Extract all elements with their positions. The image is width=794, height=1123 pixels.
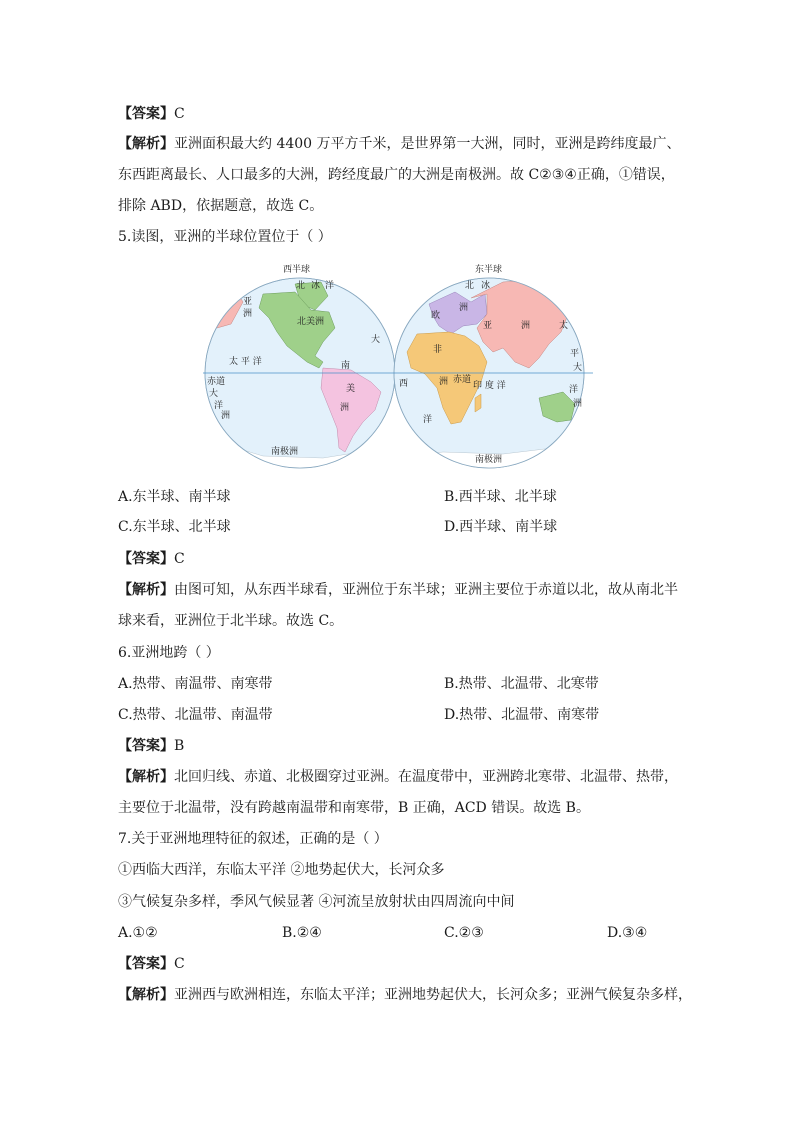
east-label-yang-left: 洋 bbox=[423, 415, 433, 425]
west-label-zhou-2: 洲 bbox=[221, 411, 231, 421]
analysis-text: 由图可知，从东西半球看，亚洲位于东半球；亚洲主要位于赤道以北，故从南北半 bbox=[174, 582, 678, 598]
hemisphere-map bbox=[203, 258, 593, 472]
east-label-ping: 平 bbox=[570, 349, 580, 359]
analysis-tag: 【解析】 bbox=[118, 987, 174, 1003]
west-label-da-2: 大 bbox=[209, 389, 219, 399]
q4-answer bbox=[118, 104, 688, 124]
q4-analysis-line-3: 排除 ABD，依据题意，故选 C。 bbox=[118, 198, 324, 214]
west-label-ya: 亚 bbox=[243, 297, 253, 307]
east-label-tai: 太 bbox=[559, 321, 569, 331]
q7-analysis-line-1 bbox=[118, 985, 692, 1005]
analysis-tag: 【解析】 bbox=[118, 136, 174, 152]
q6-option-d: D.热带、北温带、南寒带 bbox=[444, 707, 600, 723]
east-title: 东半球 bbox=[475, 265, 503, 275]
q6-analysis-line-2: 主要位于北温带，没有跨越南温带和南寒带，B 正确，ACD 错误。故选 B。 bbox=[118, 800, 590, 816]
q6-analysis-line-1 bbox=[118, 767, 688, 787]
answer-tag: 【答案】 bbox=[118, 551, 174, 567]
east-label-bing: 冰 bbox=[481, 281, 491, 291]
q5-analysis-line-1 bbox=[118, 580, 688, 600]
q7-statements-1: ①西临大西洋，东临太平洋 ②地势起伏大，长河众多 bbox=[118, 862, 445, 878]
eastern-hemisphere bbox=[394, 278, 584, 472]
analysis-text: 亚洲西与欧洲相连，东临太平洋；亚洲地势起伏大，长河众多；亚洲气候复杂多样， bbox=[174, 987, 692, 1003]
analysis-tag: 【解析】 bbox=[118, 769, 174, 785]
q5-stem: 5.读图，亚洲的半球位置位于（ ） bbox=[118, 229, 332, 245]
answer-tag: 【答案】 bbox=[118, 738, 174, 754]
q5-answer bbox=[118, 549, 688, 569]
west-label-da: 大 bbox=[371, 335, 381, 345]
east-label-antarctica: 南极洲 bbox=[475, 455, 503, 465]
answer-value: C bbox=[174, 956, 185, 972]
west-label-mei: 美 bbox=[346, 384, 356, 394]
east-label-equator: 赤道 bbox=[453, 375, 472, 385]
q5-option-d: D.西半球、南半球 bbox=[444, 519, 558, 535]
east-label-bei: 北 bbox=[465, 281, 475, 291]
answer-value: C bbox=[174, 106, 185, 122]
q7-option-c: C.②③ bbox=[444, 925, 484, 941]
west-title: 西半球 bbox=[283, 265, 311, 275]
analysis-tag: 【解析】 bbox=[118, 582, 174, 598]
west-label-mei-zhou: 洲 bbox=[340, 403, 350, 413]
east-label-fei-zhou: 洲 bbox=[439, 377, 449, 387]
east-label-da: 大 bbox=[573, 363, 583, 373]
q6-stem: 6.亚洲地跨（ ） bbox=[118, 645, 220, 661]
east-label-ya-zhou: 洲 bbox=[521, 321, 531, 331]
q7-stem: 7.关于亚洲地理特征的叙述，正确的是（ ） bbox=[118, 831, 388, 847]
east-label-ya: 亚 bbox=[483, 321, 493, 331]
western-hemisphere bbox=[203, 278, 395, 472]
q4-analysis-line-1 bbox=[118, 134, 688, 154]
west-label-nan: 南 bbox=[341, 361, 351, 371]
analysis-text: 亚洲面积最大约 4400 万平方千米，是世界第一大洲，同时，亚洲是跨纬度最广、 bbox=[174, 136, 681, 152]
west-label-bing: 冰 bbox=[311, 281, 321, 291]
west-label-north-america: 北美洲 bbox=[297, 317, 325, 327]
q6-answer bbox=[118, 736, 688, 756]
east-label-fei: 非 bbox=[433, 345, 443, 355]
q7-option-b: B.②④ bbox=[282, 925, 322, 941]
q4-analysis-line-2: 东西距离最长、人口最多的大洲，跨经度最广的大洲是南极洲。故 C②③④正确，①错误， bbox=[118, 167, 675, 183]
east-label-ou-zhou: 洲 bbox=[459, 303, 469, 313]
west-label-antarctica: 南极洲 bbox=[271, 447, 299, 457]
q5-option-c: C.东半球、北半球 bbox=[118, 519, 231, 535]
west-label-equator: 赤道 bbox=[207, 377, 226, 387]
q6-option-a: A.热带、南温带、南寒带 bbox=[118, 676, 273, 692]
east-label-zhou-right: 洲 bbox=[573, 399, 583, 409]
west-label-zhou: 洲 bbox=[243, 309, 253, 319]
q7-option-a: A.①② bbox=[118, 925, 158, 941]
east-label-ou: 欧 bbox=[431, 311, 441, 321]
q6-option-c: C.热带、北温带、南温带 bbox=[118, 707, 273, 723]
west-label-bei: 北 bbox=[296, 281, 306, 291]
answer-tag: 【答案】 bbox=[118, 106, 174, 122]
q7-answer bbox=[118, 954, 688, 974]
east-label-yang-right: 洋 bbox=[569, 385, 579, 395]
q5-option-a: A.东半球、南半球 bbox=[118, 489, 231, 505]
q5-analysis-line-2: 球来看，亚洲位于北半球。故选 C。 bbox=[118, 613, 344, 629]
q6-option-b: B.热带、北温带、北寒带 bbox=[444, 676, 599, 692]
q7-option-d: D.③④ bbox=[607, 925, 648, 941]
answer-value: B bbox=[174, 738, 185, 754]
west-label-pacific: 太 平 洋 bbox=[229, 357, 262, 367]
west-label-yang: 洋 bbox=[325, 281, 335, 291]
east-label-xi: 西 bbox=[399, 379, 409, 389]
answer-tag: 【答案】 bbox=[118, 956, 174, 972]
q5-option-b: B.西半球、北半球 bbox=[444, 489, 557, 505]
west-label-yang-2: 洋 bbox=[214, 401, 224, 411]
analysis-text: 北回归线、赤道、北极圈穿过亚洲。在温度带中，亚洲跨北寒带、北温带、热带， bbox=[174, 769, 678, 785]
q7-statements-2: ③气候复杂多样，季风气候显著 ④河流呈放射状由四周流向中间 bbox=[118, 894, 515, 910]
east-label-indian-ocean: 印 度 洋 bbox=[473, 381, 506, 391]
answer-value: C bbox=[174, 551, 185, 567]
